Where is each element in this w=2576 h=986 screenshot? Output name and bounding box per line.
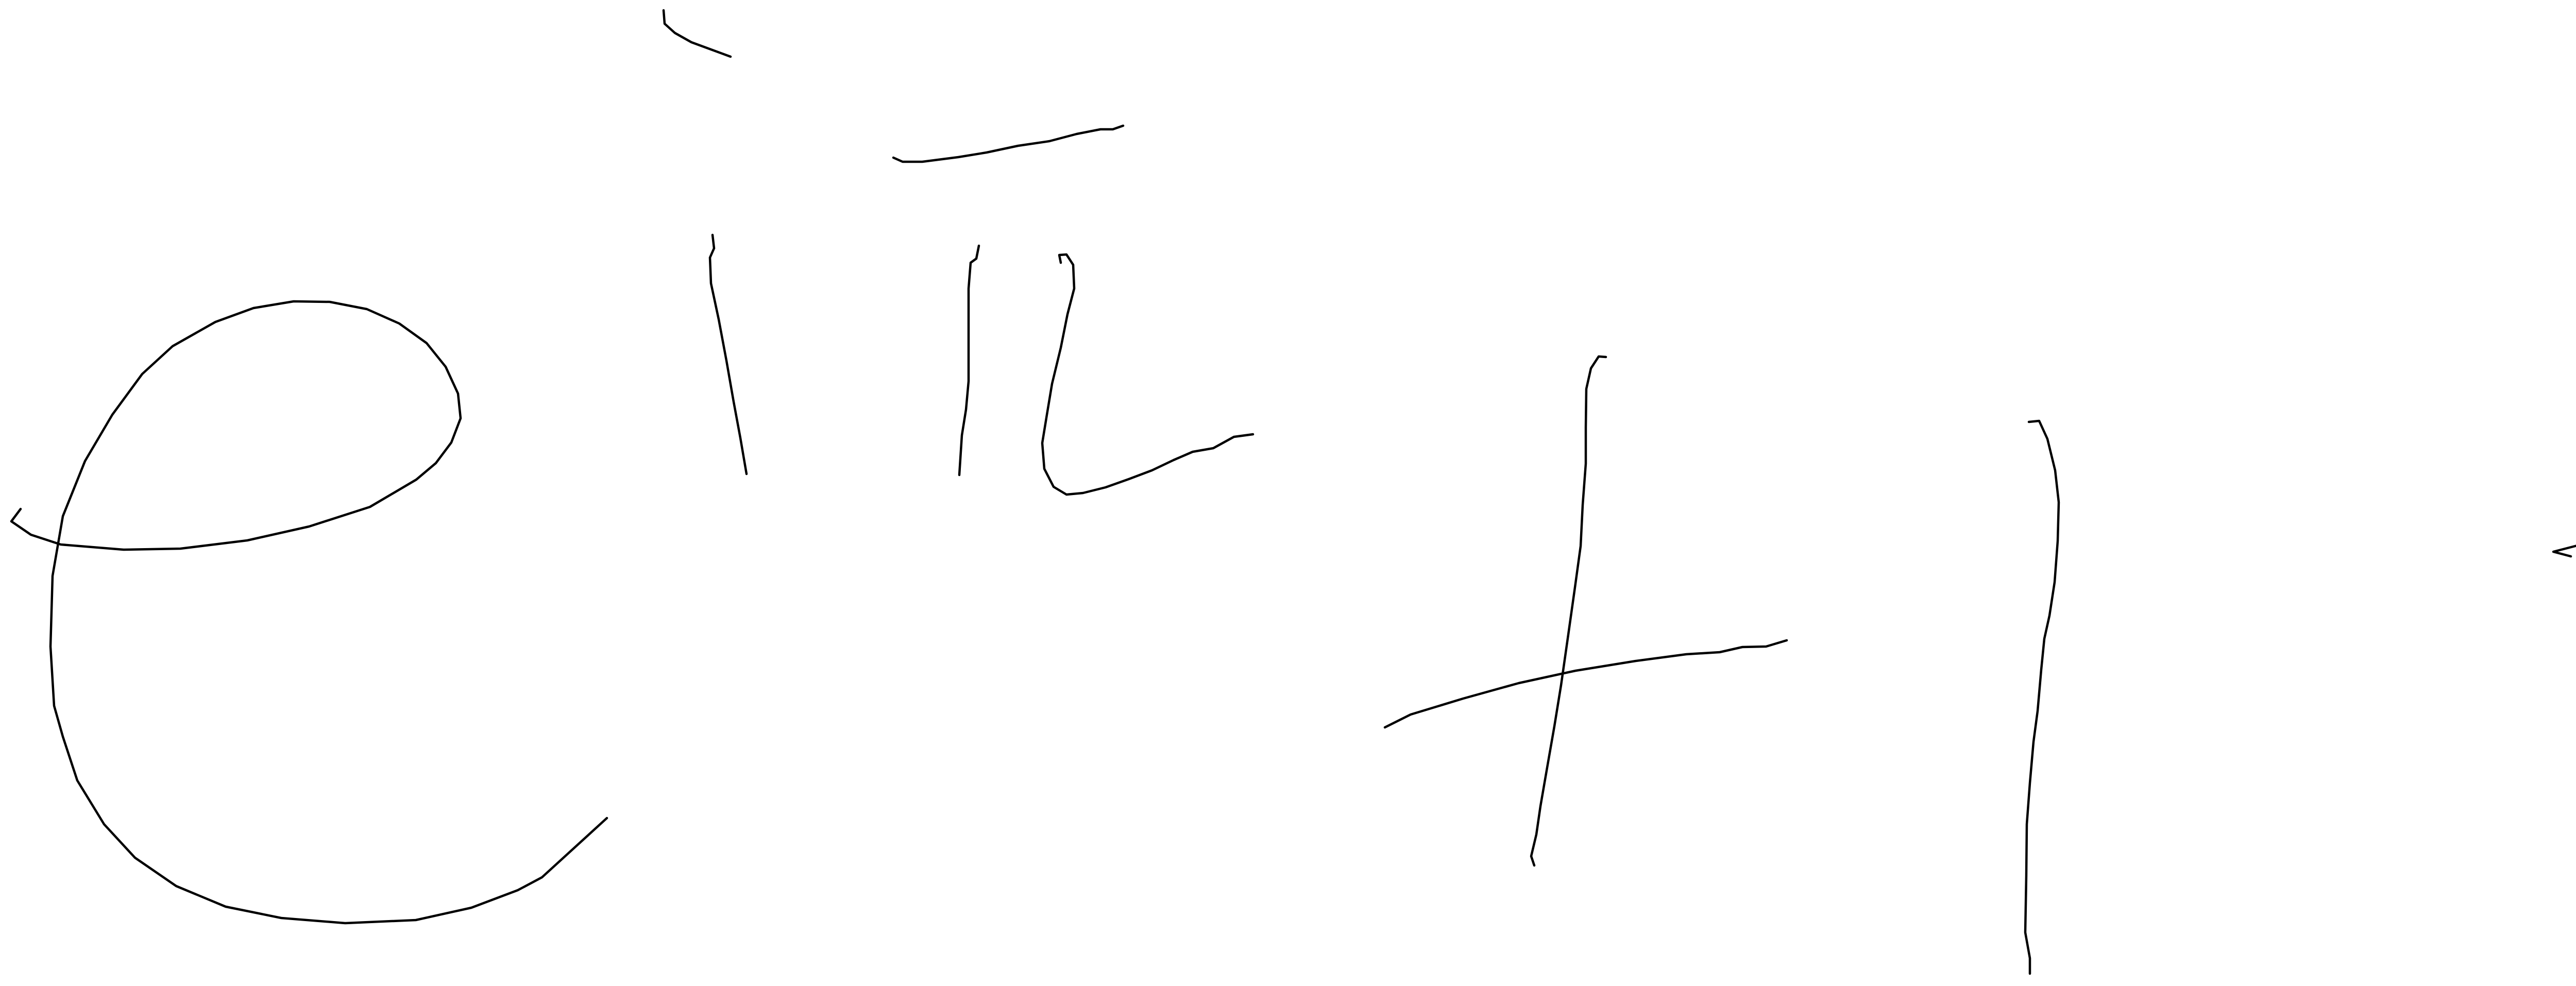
symbol-plus xyxy=(1385,356,1787,865)
symbol-e xyxy=(11,301,607,923)
symbol-i xyxy=(664,10,747,474)
symbol-pi xyxy=(893,126,1253,495)
stroke-e xyxy=(11,301,607,923)
symbol-one xyxy=(2025,421,2059,974)
stroke-i-stem xyxy=(710,235,747,474)
symbol-equals xyxy=(2553,519,2576,701)
stroke-one xyxy=(2025,421,2059,974)
stroke-plus-vertical xyxy=(1531,356,1606,865)
stroke-plus-horizontal xyxy=(1385,640,1787,727)
stroke-pi-bar xyxy=(893,126,1123,162)
stroke-pi-right-leg xyxy=(1042,254,1253,495)
stroke-equals-top xyxy=(2553,519,2576,556)
stroke-i-dot xyxy=(664,10,731,57)
stroke-pi-left-leg xyxy=(959,246,979,475)
